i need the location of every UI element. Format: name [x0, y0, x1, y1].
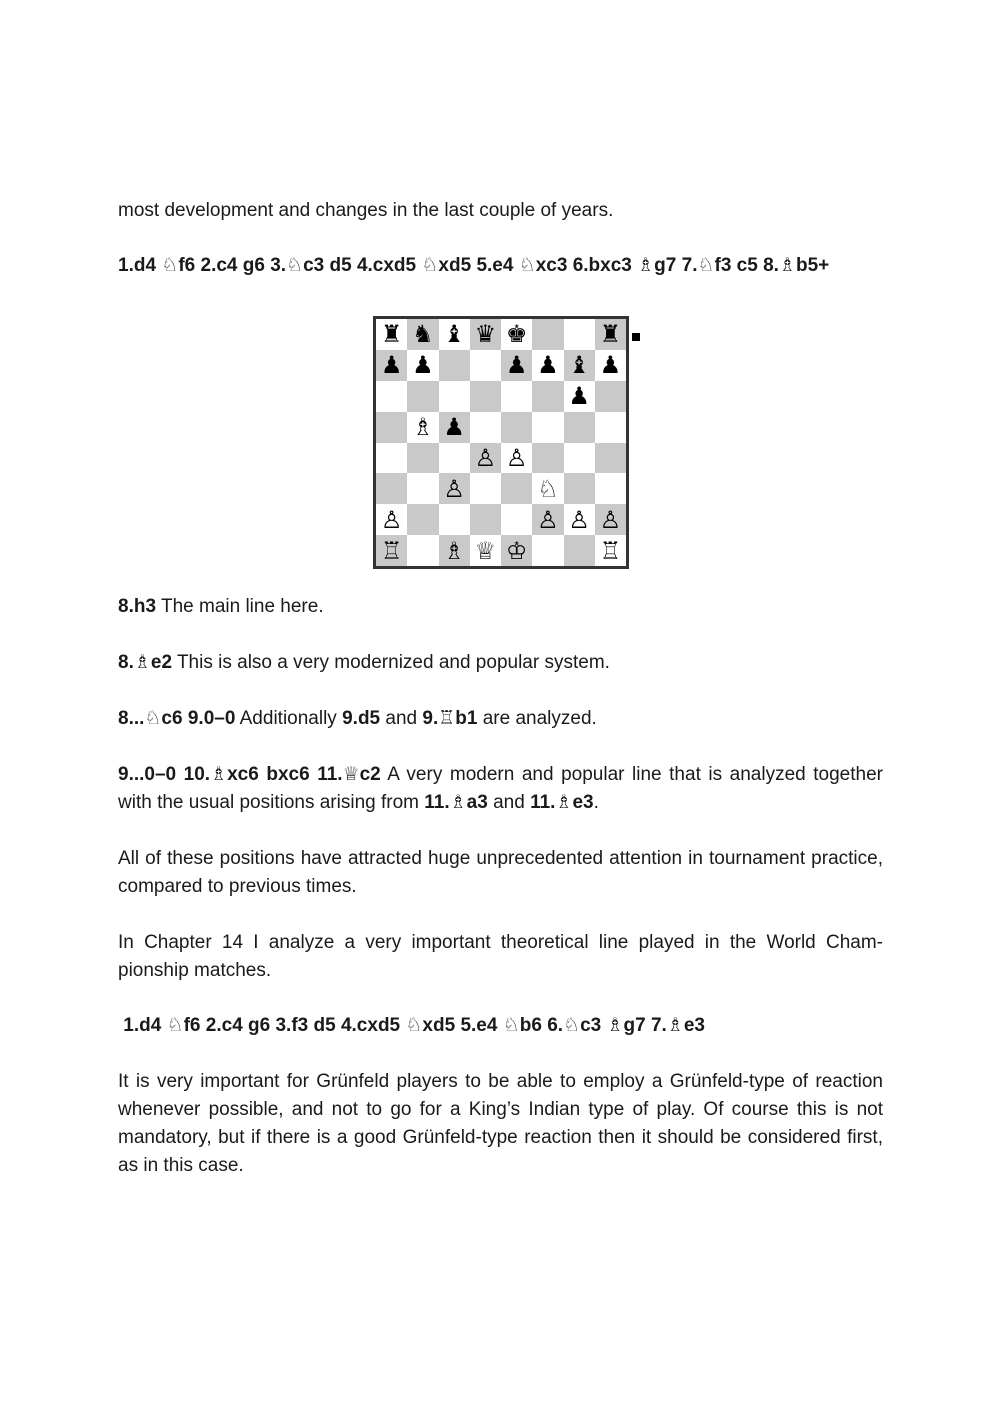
chess-piece-icon: ♙	[380, 505, 403, 534]
square-h1	[595, 535, 626, 566]
chess-piece-icon: ♙	[474, 443, 497, 472]
square-h7	[595, 350, 626, 381]
square-e5	[501, 412, 532, 443]
square-a6	[376, 381, 407, 412]
square-d7	[470, 350, 501, 381]
square-e7	[501, 350, 532, 381]
chess-piece-icon: ♙	[505, 443, 528, 472]
chess-piece-icon: ♟	[537, 351, 559, 380]
square-a4	[376, 443, 407, 474]
chess-piece-icon: ♟	[505, 351, 528, 380]
square-b2	[407, 504, 438, 535]
paragraph-intro: most development and changes in the last couple of years.	[118, 200, 614, 221]
paragraph-be2	[118, 649, 883, 677]
square-d4	[470, 443, 501, 474]
square-c6	[439, 381, 470, 412]
square-f3	[532, 473, 563, 504]
chess-piece-icon: ♙	[599, 505, 622, 534]
square-e8	[501, 319, 532, 350]
comment-qc2-b: and	[487, 792, 531, 813]
chess-piece-icon: ♗	[412, 413, 434, 442]
square-a7	[376, 350, 407, 381]
chess-piece-icon: ♟	[568, 382, 590, 411]
square-g5	[564, 412, 595, 443]
square-h4	[595, 443, 626, 474]
chess-piece-icon: ♜	[380, 320, 403, 349]
square-f2	[532, 504, 563, 535]
chess-piece-icon: ♝	[443, 320, 465, 349]
square-c7	[439, 350, 470, 381]
square-a5	[376, 412, 407, 443]
square-a1	[376, 535, 407, 566]
chess-piece-icon: ♙	[443, 474, 465, 503]
chess-piece-icon: ♚	[505, 320, 528, 349]
square-g6	[564, 381, 595, 412]
paragraph-attention: All of these positions have attracted huge unprecedented attention in tournament practice, compared to previous times.	[118, 848, 883, 897]
comment-nc6-b: and	[380, 708, 423, 729]
square-c8	[439, 319, 470, 350]
square-b4	[407, 443, 438, 474]
chess-diagram	[373, 316, 629, 569]
square-c4	[439, 443, 470, 474]
square-f6	[532, 381, 563, 412]
square-g4	[564, 443, 595, 474]
chess-piece-icon: ♜	[599, 320, 622, 349]
square-d6	[470, 381, 501, 412]
square-h2	[595, 504, 626, 535]
square-e6	[501, 381, 532, 412]
square-c5	[439, 412, 470, 443]
square-b7	[407, 350, 438, 381]
comment-h3: The main line here.	[156, 596, 324, 617]
chess-piece-icon: ♞	[412, 320, 434, 349]
square-c2	[439, 504, 470, 535]
square-h6	[595, 381, 626, 412]
square-b6	[407, 381, 438, 412]
move-line-main: 1.d4 ♘f6 2.c4 g6 3.♘c3 d5 4.cxd5 ♘xd5 5.e4 ♘xc3 6.bxc3 ♗g7 7.♘f3 c5 8.♗b5+	[118, 255, 830, 276]
square-b8	[407, 319, 438, 350]
chess-piece-icon: ♝	[568, 351, 590, 380]
square-g2	[564, 504, 595, 535]
square-g7	[564, 350, 595, 381]
move-ba3: 11.♗a3	[424, 792, 488, 813]
chess-piece-icon: ♛	[474, 320, 497, 349]
square-b5	[407, 412, 438, 443]
chess-piece-icon: ♖	[380, 536, 403, 565]
square-d3	[470, 473, 501, 504]
square-e3	[501, 473, 532, 504]
square-f1	[532, 535, 563, 566]
square-f7	[532, 350, 563, 381]
chess-piece-icon: ♙	[568, 505, 590, 534]
square-e1	[501, 535, 532, 566]
square-d8	[470, 319, 501, 350]
square-g1	[564, 535, 595, 566]
move-be3: 11.♗e3	[530, 792, 594, 813]
move-h3: 8.h3	[118, 596, 157, 617]
square-e4	[501, 443, 532, 474]
paragraph-nc6	[118, 705, 883, 733]
square-a8	[376, 319, 407, 350]
chess-piece-icon: ♖	[599, 536, 622, 565]
move-qc2: 9...0–0 10.♗xc6 bxc6 11.♕c2	[118, 764, 381, 785]
square-e2	[501, 504, 532, 535]
chess-piece-icon: ♟	[443, 413, 465, 442]
chess-piece-icon: ♟	[599, 351, 622, 380]
chess-piece-icon: ♟	[380, 351, 403, 380]
paragraph-chapter14: In Chapter 14 I analyze a very important theoretical line played in the World Cham-pionship matches.	[118, 932, 883, 981]
chess-piece-icon: ♟	[412, 351, 434, 380]
square-f5	[532, 412, 563, 443]
square-f8	[532, 319, 563, 350]
comment-nc6-c: are analyzed.	[477, 708, 597, 729]
move-nc6: 8...♘c6 9.0–0	[118, 708, 236, 729]
square-b3	[407, 473, 438, 504]
square-d5	[470, 412, 501, 443]
chess-piece-icon: ♔	[505, 536, 528, 565]
square-a3	[376, 473, 407, 504]
square-h3	[595, 473, 626, 504]
paragraph-qc2	[118, 761, 883, 817]
square-h8	[595, 319, 626, 350]
square-c1	[439, 535, 470, 566]
comment-qc2-c: .	[593, 792, 599, 813]
square-h5	[595, 412, 626, 443]
square-b1	[407, 535, 438, 566]
comment-nc6-a: Additionally	[235, 708, 343, 729]
move-be2: 8.♗e2	[118, 652, 173, 673]
square-d1	[470, 535, 501, 566]
move-rb1: 9.♖b1	[422, 708, 478, 729]
paragraph-h3	[118, 593, 883, 621]
square-g3	[564, 473, 595, 504]
chess-piece-icon: ♕	[474, 536, 497, 565]
chess-board	[376, 319, 626, 566]
comment-qc2-a: A very modern and popular line that is analyzed together with the usual positions arising from	[118, 764, 883, 813]
chess-piece-icon: ♙	[537, 505, 559, 534]
move-d5: 9.d5	[342, 708, 381, 729]
square-a2	[376, 504, 407, 535]
chess-piece-icon: ♘	[537, 474, 559, 503]
paragraph-grunfeld: It is very important for Grünfeld players to be able to employ a Grünfeld-type of reaction whenever possible, and not to go for a King’s Indian type of play. Of course this is not mandatory, but if there is a good Grünfeld-type reaction then it should be considered first, as in this case.	[118, 1071, 883, 1176]
black-to-move-marker	[632, 333, 640, 341]
chess-piece-icon: ♗	[443, 536, 465, 565]
square-g8	[564, 319, 595, 350]
move-line-f3: 1.d4 ♘f6 2.c4 g6 3.f3 d5 4.cxd5 ♘xd5 5.e4 ♘b6 6.♘c3 ♗g7 7.♗e3	[118, 1015, 705, 1036]
square-c3	[439, 473, 470, 504]
comment-be2: This is also a very modernized and popular system.	[172, 652, 610, 673]
square-d2	[470, 504, 501, 535]
square-f4	[532, 443, 563, 474]
